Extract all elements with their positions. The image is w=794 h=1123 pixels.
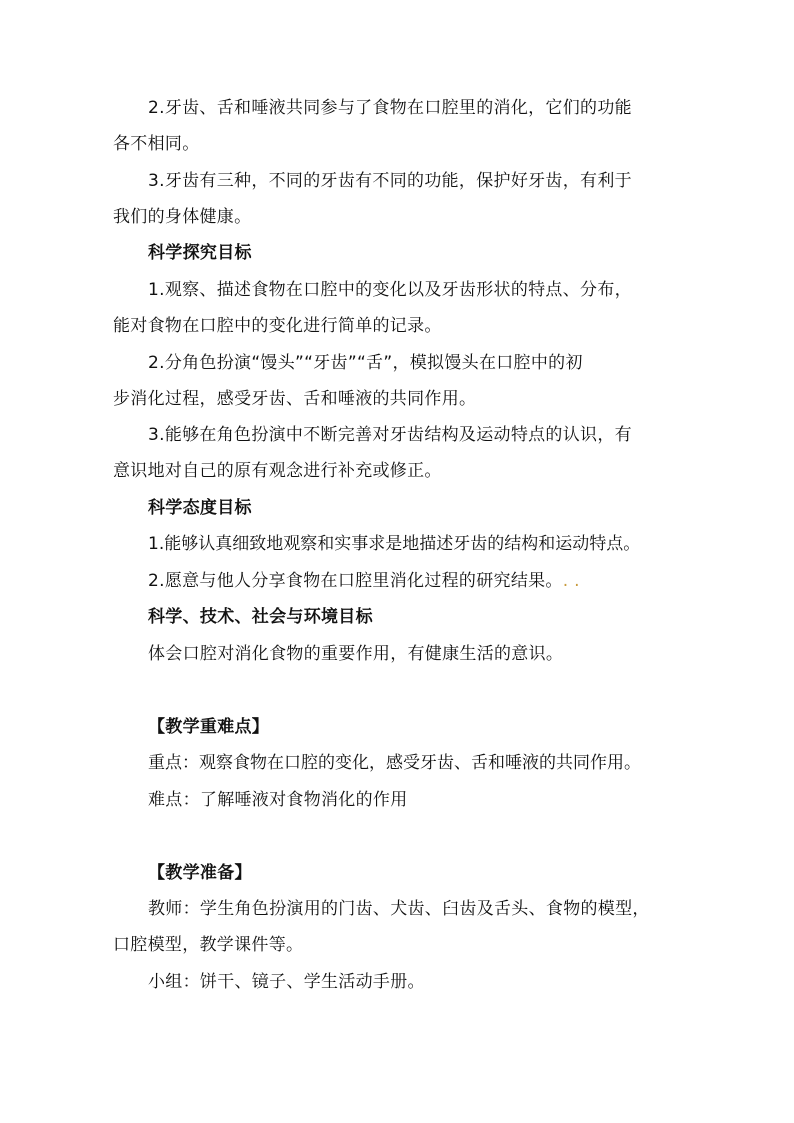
inquiry-goal-3-line1: 3.能够在角色扮演中不断完善对牙齿结构及运动特点的认识，有 xyxy=(148,425,632,445)
sts-goal-1: 体会口腔对消化食物的重要作用，有健康生活的意识。 xyxy=(148,644,564,664)
knowledge-goal-3-line1: 3.牙齿有三种，不同的牙齿有不同的功能，保护好牙齿，有利于 xyxy=(148,171,632,191)
preparation-group: 小组：饼干、镜子、学生活动手册。 xyxy=(148,972,425,992)
inquiry-goals-heading: 科学探究目标 xyxy=(148,243,252,263)
attitude-goal-2-container xyxy=(148,570,580,592)
inquiry-goal-1-line2: 能对食物在口腔中的变化进行简单的记录。 xyxy=(113,316,442,336)
inquiry-goal-3-line2: 意识地对自己的原有观念进行补充或修正。 xyxy=(113,461,442,481)
attitude-goal-2-trailing-dots: . . xyxy=(562,571,580,591)
inquiry-goal-2-line1: 2.分角色扮演“馒头”“牙齿”“舌”，模拟馒头在口腔中的初 xyxy=(148,353,583,373)
key-points-heading: 【教学重难点】 xyxy=(148,717,270,737)
knowledge-goal-2-line1: 2.牙齿、舌和唾液共同参与了食物在口腔里的消化，它们的功能 xyxy=(148,98,632,118)
key-points-difficulty: 难点：了解唾液对食物消化的作用 xyxy=(148,790,408,810)
attitude-goal-1: 1.能够认真细致地观察和实事求是地描述牙齿的结构和运动特点。 xyxy=(148,534,641,554)
attitude-goals-heading: 科学态度目标 xyxy=(148,498,252,518)
preparation-heading: 【教学准备】 xyxy=(148,863,252,883)
knowledge-goal-3-line2: 我们的身体健康。 xyxy=(113,207,252,227)
sts-goals-heading: 科学、技术、社会与环境目标 xyxy=(148,607,373,627)
attitude-goal-2: 2.愿意与他人分享食物在口腔里消化过程的研究结果。 xyxy=(148,571,563,591)
inquiry-goal-1-line1: 1.观察、描述食物在口腔中的变化以及牙齿形状的特点、分布， xyxy=(148,280,632,300)
key-points-focus: 重点：观察食物在口腔的变化，感受牙齿、舌和唾液的共同作用。 xyxy=(148,753,641,773)
preparation-teacher-line1: 教师：学生角色扮演用的门齿、犬齿、臼齿及舌头、食物的模型， xyxy=(148,899,650,919)
knowledge-goal-2-line2: 各不相同。 xyxy=(113,134,200,154)
inquiry-goal-2-line2: 步消化过程，感受牙齿、舌和唾液的共同作用。 xyxy=(113,389,477,409)
preparation-teacher-line2: 口腔模型，教学课件等。 xyxy=(113,935,304,955)
